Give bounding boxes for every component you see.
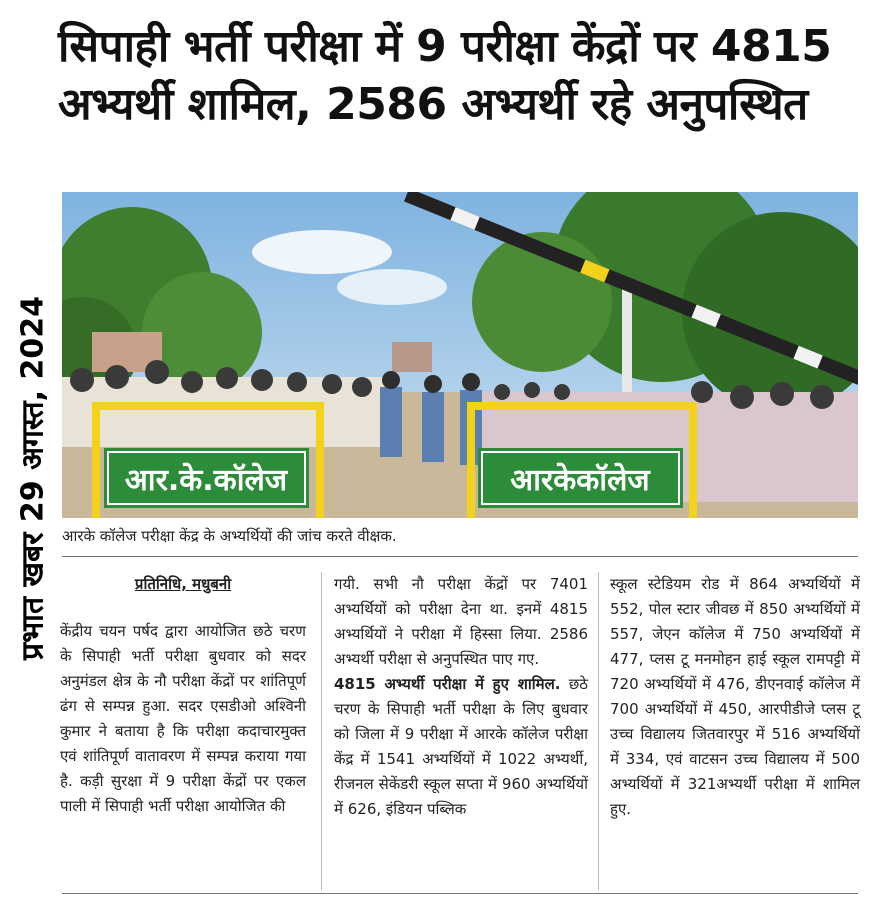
article-column-3 bbox=[610, 572, 860, 822]
column-divider bbox=[598, 572, 599, 890]
banner-left-text: आर.के.कॉलेज bbox=[124, 463, 288, 498]
side-date-text: प्रभात खबर 29 अगस्त, 2024 bbox=[15, 296, 51, 660]
banner-right-text: आरकेकॉलेज bbox=[510, 463, 650, 498]
column-2-text-a: गयी. सभी नौ परीक्षा केंद्रों पर 7401 अभ्यर्थियों को परीक्षा देना था. इनमें 4815 अभ्यर्थियों ने परीक्षा में हिस्सा लिया. 2586 अभ्यर्थी परीक्षा से अनुपस्थित पाए गए. bbox=[334, 575, 588, 668]
column-1-text: केंद्रीय चयन पर्षद द्वारा आयोजित छठे चरण के सिपाही भर्ती परीक्षा बुधवार को सदर अनुमंडल क्षेत्र के नौ परीक्षा केंद्रों पर शांतिपूर्ण ढंग से सम्पन्न हुआ. सदर एसडीओ अश्विनी कुमार ने बताया है कि परीक्षा कदाचारमुक्त एवं शांतिपूर्ण वातावरण में सम्पन्न कराया गया है. कड़ी सुरक्षा में 9 परीक्षा केंद्रों पर एकल पाली में सिपाही भर्ती परीक्षा आयोजित की bbox=[60, 622, 306, 815]
byline: प्रतिनिधि, मधुबनी bbox=[134, 575, 232, 593]
side-date-label bbox=[6, 258, 56, 698]
headline: सिपाही भर्ती परीक्षा में 9 परीक्षा केंद्रों पर 4815 अभ्यर्थी शामिल, 2586 अभ्यर्थी रहे अनुपस्थित bbox=[58, 21, 832, 130]
article-column-2 bbox=[334, 572, 588, 822]
news-photo bbox=[62, 192, 858, 518]
subheading: 4815 अभ्यर्थी परीक्षा में हुए शामिल. bbox=[334, 675, 561, 693]
column-2-text-b: छठे चरण के सिपाही भर्ती परीक्षा के लिए बुधवार को जिला में 9 परीक्षा में आरके कॉलेज परीक्षा केंद्र में 1541 अभ्यर्थियों में 1022 अभ्यर्थी, रीजनल सेकेंडरी स्कूल सप्ता में 960 अभ्यर्थियों में 626, इंडियन पब्लिक bbox=[334, 675, 588, 818]
article-column-1 bbox=[60, 572, 306, 819]
caption-rule bbox=[62, 556, 858, 557]
bottom-rule bbox=[62, 893, 858, 894]
column-divider bbox=[321, 572, 322, 890]
photo-illustration bbox=[62, 192, 858, 518]
photo-caption: आरके कॉलेज परीक्षा केंद्र के अभ्यर्थियों की जांच करते वीक्षक. bbox=[62, 527, 397, 545]
column-3-text: स्कूल स्टेडियम रोड में 864 अभ्यर्थियों में 552, पोल स्टार जीवछ में 850 अभ्यर्थियों में 557, जेएन कॉलेज में 750 अभ्यर्थियों में 477, प्लस टू मनमोहन हाई स्कूल रामपट्टी में 720 अभ्यर्थियों में 476, डीएनवाई कॉलेज में 700 अभ्यर्थियों में 450, आरपीडीजे प्लस टू उच्च विद्यालय जितवारपुर में 516 अभ्यर्थियों में 334, एवं वाटसन उच्च विद्यालय में 500 अभ्यर्थियों में 321अभ्यर्थी परीक्षा में शामिल हुए. bbox=[610, 575, 860, 818]
